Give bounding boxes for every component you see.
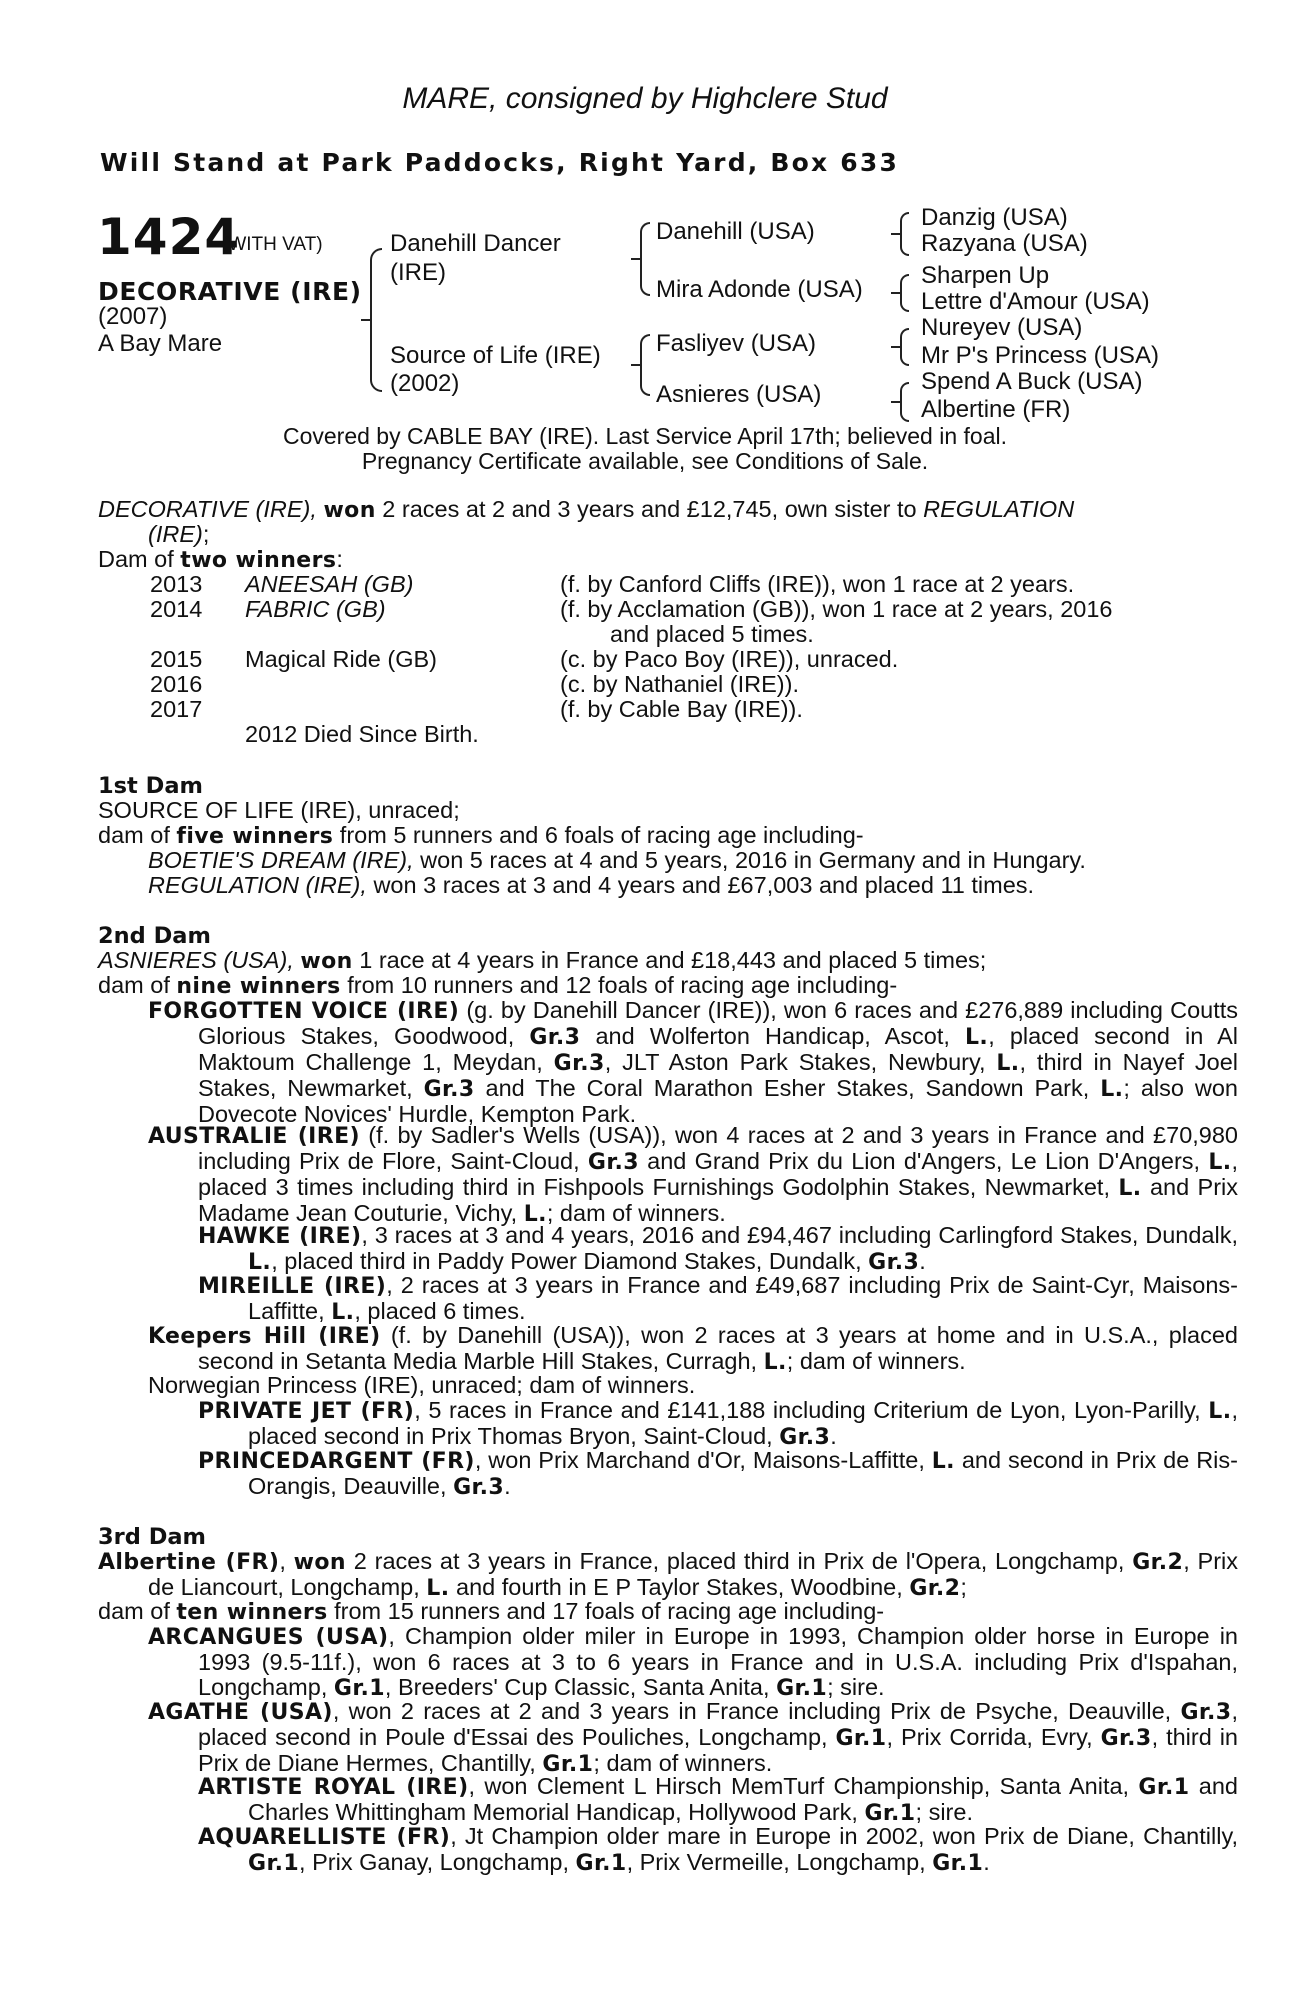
first-dam-heading: 1st Dam	[98, 773, 203, 799]
progeny-entry-private-jet: PRIVATE JET (FR), 5 races in France and £141,188 including Criterium de Lyon, Lyon-Parilly, L., placed second in Prix Thomas Bryon, Saint-Cloud, Gr.3.	[198, 1397, 1239, 1450]
progeny-year: 2015	[150, 646, 203, 672]
progeny-entry-norwegian-princess: Norwegian Princess (IRE), unraced; dam of winners.	[148, 1372, 696, 1398]
intro-line: DECORATIVE (IRE), won 2 races at 2 and 3 years and £12,745, own sister to REGULATION	[98, 496, 1075, 523]
intro-line-2: (IRE);	[148, 521, 210, 547]
progeny-entry-arcangues: ARCANGUES (USA), Champion older miler in Europe in 1993, Champion older horse in Europe in 1993 (9.5-11f.), won 6 races at 3 to 6 years in France and in U.S.A. including Prix d'Ispahan, Longchamp, Gr.1, Breeders' Cup Classic, Santa Anita, Gr.1; sire.	[148, 1623, 1238, 1701]
first-dam-line: SOURCE OF LIFE (IRE), unraced;	[98, 797, 460, 823]
dam-year: (2002)	[390, 370, 460, 397]
covered-line: Covered by CABLE BAY (IRE). Last Service April 17th; believed in foal.	[282, 423, 1007, 449]
dam: Source of Life (IRE)	[390, 342, 601, 369]
sire-sire: Danehill (USA)	[656, 218, 815, 245]
progeny-name: ANEESAH (GB)	[245, 571, 414, 597]
progeny-detail: (c. by Paco Boy (IRE)), unraced.	[560, 646, 899, 672]
lot-number: 1424	[97, 208, 241, 266]
progeny-entry-mireille: MIREILLE (IRE), 2 races at 3 years in France and £49,687 including Prix de Saint-Cyr, Maisons-Laffitte, L., placed 6 times.	[198, 1272, 1238, 1325]
progeny-year: 2017	[150, 696, 203, 722]
dam-dam: Asnieres (USA)	[656, 381, 822, 408]
progeny-entry-hawke: HAWKE (IRE), 3 races at 3 and 4 years, 2016 and £94,467 including Carlingford Stakes, Dundalk, L., placed third in Paddy Power Diamond Stakes, Dundalk, Gr.3.	[198, 1222, 1238, 1275]
progeny-year: 2013	[150, 571, 203, 597]
progeny-entry-forgotten-voice: FORGOTTEN VOICE (IRE) (g. by Danehill Dancer (IRE)), won 6 races and £276,889 including Coutts Glorious Stakes, Goodwood, Gr.3 and Wolferton Handicap, Ascot, L., placed second in Al Maktoum Challenge 1, Meydan, Gr.3, JLT Aston Park Stakes, Newbury, L., third in Nayef Joel Stakes, Newmarket, Gr.3 and The Coral Marathon Esher Stakes, Sandown Park, L.; also won Dovecote Novices' Hurdle, Kempton Park.	[148, 997, 1239, 1127]
sire-dam: Mira Adonde (USA)	[656, 276, 863, 303]
second-dam-heading: 2nd Dam	[98, 923, 211, 949]
horse-description: A Bay Mare	[98, 330, 223, 357]
pedigree-brace	[900, 274, 909, 312]
progeny-entry-australie: AUSTRALIE (IRE) (f. by Sadler's Wells (USA)), won 4 races at 2 and 3 years in France and £70,980 including Prix de Flore, Saint-Cloud, Gr.3 and Grand Prix du Lion d'Angers, Le Lion D'Angers, L., placed 3 times including third in Fishpools Furnishings Godolphin Stakes, Newmarket, L. and Prix Madame Jean Couturie, Vichy, L.; dam of winners.	[148, 1122, 1239, 1227]
progeny-entry-princedargent: PRINCEDARGENT (FR), won Prix Marchand d'Or, Maisons-Laffitte, L. and second in Prix de Ris-Orangis, Deauville, Gr.3.	[198, 1447, 1238, 1500]
first-dam-winners: dam of five winners from 5 runners and 6 foals of racing age including-	[98, 822, 864, 849]
progeny-name: FABRIC (GB)	[245, 596, 386, 622]
progeny-detail-cont: and placed 5 times.	[610, 621, 814, 647]
ped-g7: Spend A Buck (USA)	[921, 368, 1143, 395]
pedigree-brace	[900, 328, 909, 366]
ped-g6: Mr P's Princess (USA)	[921, 342, 1159, 369]
progeny-detail: (f. by Acclamation (GB)), won 1 race at 2 years, 2016	[560, 596, 1113, 622]
ped-g5: Nureyev (USA)	[921, 314, 1083, 341]
ped-g1: Danzig (USA)	[921, 204, 1068, 231]
dam-of-line: Dam of two winners:	[98, 546, 343, 573]
ped-g2: Razyana (USA)	[921, 230, 1088, 257]
pregnancy-line: Pregnancy Certificate available, see Conditions of Sale.	[361, 448, 929, 474]
first-dam-entry: REGULATION (IRE), won 3 races at 3 and 4 years and £67,003 and placed 11 times.	[148, 872, 1035, 898]
pedigree-brace	[900, 382, 909, 422]
horse-year: (2007)	[98, 303, 168, 330]
sire-origin: (IRE)	[390, 259, 446, 286]
ped-g4: Lettre d'Amour (USA)	[921, 288, 1150, 315]
third-dam-heading: 3rd Dam	[98, 1524, 206, 1550]
progeny-entry-keepers-hill: Keepers Hill (IRE) (f. by Danehill (USA)), won 2 races at 3 years at home and in U.S.A., placed second in Setanta Media Marble Hill Stakes, Curragh, L.; dam of winners.	[148, 1322, 1238, 1375]
progeny-detail: (f. by Canford Cliffs (IRE)), won 1 race at 2 years.	[560, 571, 1075, 597]
first-dam-entry: BOETIE'S DREAM (IRE), won 5 races at 4 and 5 years, 2016 in Germany and in Hungary.	[148, 847, 1086, 873]
progeny-entry-agathe: AGATHE (USA), won 2 races at 2 and 3 years in France including Prix de Psyche, Deauville, Gr.3, placed second in Poule d'Essai des Pouliches, Longchamp, Gr.1, Prix Corrida, Evry, Gr.3, third in Prix de Diane Hermes, Chantilly, Gr.1; dam of winners.	[148, 1698, 1239, 1777]
second-dam-line: ASNIERES (USA), won 1 race at 4 years in France and £18,443 and placed 5 times;	[98, 947, 987, 974]
stand-location: Will Stand at Park Paddocks, Right Yard, Box 633	[100, 148, 900, 177]
pedigree-brace	[900, 212, 909, 256]
pedigree-brace	[640, 334, 650, 396]
progeny-detail: (f. by Cable Bay (IRE)).	[560, 696, 803, 722]
progeny-detail: (c. by Nathaniel (IRE)).	[560, 671, 799, 697]
pedigree-brace	[370, 248, 382, 392]
pedigree-brace	[640, 222, 650, 296]
horse-name: DECORATIVE (IRE)	[98, 277, 362, 306]
sire: Danehill Dancer	[390, 230, 561, 257]
ped-g3: Sharpen Up	[921, 262, 1050, 289]
progeny-name: Magical Ride (GB)	[245, 646, 437, 672]
third-dam-line: Albertine (FR), won 2 races at 3 years in France, placed third in Prix de l'Opera, Longchamp, Gr.2, Prix de Liancourt, Longchamp, L. and fourth in E P Taylor Stakes, Woodbine, Gr.2;	[98, 1548, 1239, 1601]
ped-g8: Albertine (FR)	[921, 396, 1071, 423]
page-title: MARE, consigned by Highclere Stud	[402, 82, 888, 115]
progeny-entry-artiste-royal: ARTISTE ROYAL (IRE), won Clement L Hirsch MemTurf Championship, Santa Anita, Gr.1 and Charles Whittingham Memorial Handicap, Hollywood Park, Gr.1; sire.	[198, 1773, 1239, 1826]
second-dam-winners: dam of nine winners from 10 runners and 12 foals of racing age including-	[98, 972, 898, 999]
progeny-year: 2014	[150, 596, 203, 622]
third-dam-winners: dam of ten winners from 15 runners and 17 foals of racing age including-	[98, 1598, 885, 1625]
progeny-entry-aquarelliste: AQUARELLISTE (FR), Jt Champion older mare in Europe in 2002, won Prix de Diane, Chantilly, Gr.1, Prix Ganay, Longchamp, Gr.1, Prix Vermeille, Longchamp, Gr.1.	[198, 1823, 1238, 1876]
progeny-year: 2016	[150, 671, 203, 697]
vat-note: (WITH VAT)	[222, 234, 323, 255]
died-note: 2012 Died Since Birth.	[245, 721, 479, 747]
dam-sire: Fasliyev (USA)	[656, 330, 817, 357]
